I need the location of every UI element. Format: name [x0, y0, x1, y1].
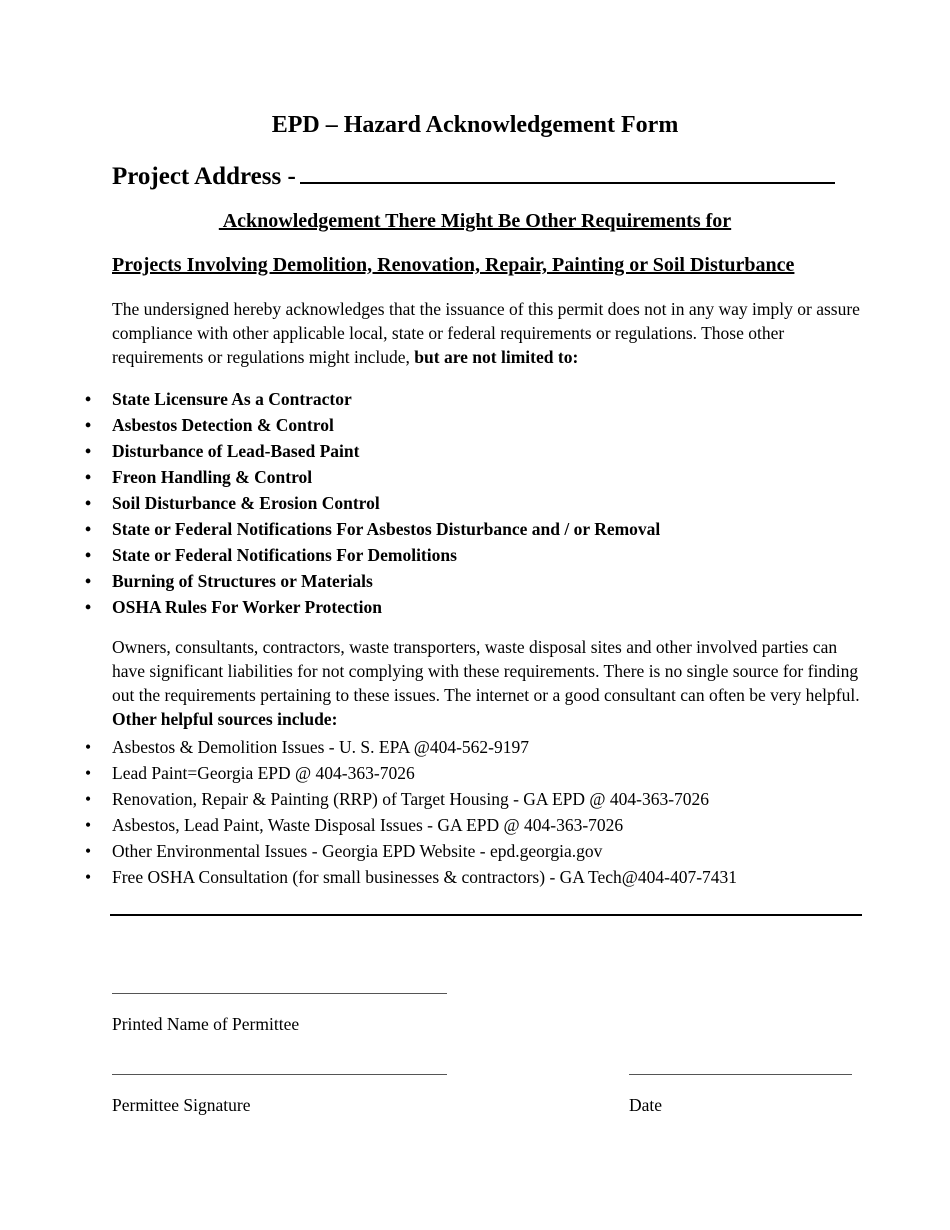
signature-label: Permittee Signature: [112, 1095, 251, 1115]
requirement-item: • Burning of Structures or Materials: [112, 568, 660, 594]
intro-paragraph: [112, 297, 872, 369]
source-item: • Lead Paint=Georgia EPD @ 404-363-7026: [112, 760, 737, 786]
acknowledgement-subheading: Projects Involving Demolition, Renovation, Repair, Painting or Soil Disturbance: [112, 254, 795, 276]
form-title: EPD – Hazard Acknowledgement Form: [271, 112, 679, 138]
acknowledgement-heading: Acknowledgement There Might Be Other Requirements for: [218, 210, 732, 232]
date-line[interactable]: [629, 1074, 852, 1075]
printed-name-line[interactable]: [112, 993, 447, 994]
source-item: • Asbestos & Demolition Issues - U. S. EPA @404-562-9197: [112, 734, 737, 760]
source-item: • Asbestos, Lead Paint, Waste Disposal Issues - GA EPD @ 404-363-7026: [112, 812, 737, 838]
source-item: • Other Environmental Issues - Georgia EPD Website - epd.georgia.gov: [112, 838, 737, 864]
printed-name-label: Printed Name of Permittee: [112, 1014, 300, 1034]
project-address-field[interactable]: [300, 160, 835, 184]
sources-list: [112, 734, 737, 890]
requirement-item: • Disturbance of Lead-Based Paint: [112, 438, 660, 464]
liability-text: Owners, consultants, contractors, waste transporters, waste disposal sites and other involved parties can have significant liabilities for not complying with these requirements. There is no single source for finding out the requirements pertaining to these issues. The internet or a good consultant can often be very helpful.: [112, 637, 860, 705]
project-address-row: [112, 160, 835, 191]
requirement-item: • State or Federal Notifications For Demolitions: [112, 542, 660, 568]
intro-text: The undersigned hereby acknowledges that the issuance of this permit does not in any way imply or assure compliance with other applicable local, state or federal requirements or regulations. Those other requirements or regulations might include,: [112, 299, 860, 367]
section-divider: [110, 914, 862, 916]
liability-paragraph: [112, 635, 872, 731]
source-item: • Free OSHA Consultation (for small businesses & contractors) - GA Tech@404-407-7431: [112, 864, 737, 890]
signature-line[interactable]: [112, 1074, 447, 1075]
requirement-item: • Freon Handling & Control: [112, 464, 660, 490]
source-item: • Renovation, Repair & Painting (RRP) of Target Housing - GA EPD @ 404-363-7026: [112, 786, 737, 812]
requirements-list: [112, 386, 660, 620]
requirement-item: • State Licensure As a Contractor: [112, 386, 660, 412]
requirement-item: • State or Federal Notifications For Asbestos Disturbance and / or Removal: [112, 516, 660, 542]
requirement-item: • Soil Disturbance & Erosion Control: [112, 490, 660, 516]
date-label: Date: [629, 1095, 663, 1115]
intro-bold-text: but are not limited to:: [414, 347, 579, 367]
requirement-item: • OSHA Rules For Worker Protection: [112, 594, 660, 620]
liability-bold-text: Other helpful sources include:: [112, 709, 338, 729]
requirement-item: • Asbestos Detection & Control: [112, 412, 660, 438]
project-address-label: Project Address -: [112, 163, 296, 190]
